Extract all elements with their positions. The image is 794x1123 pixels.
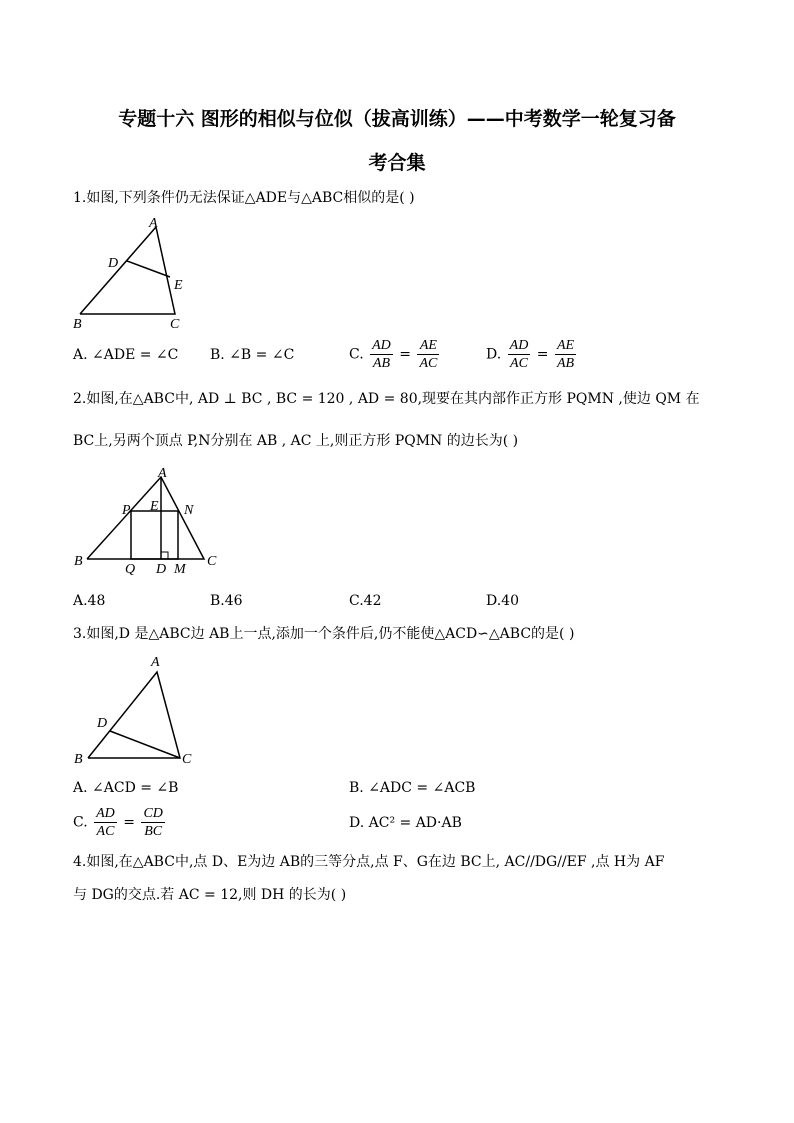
q1-label-e: E — [174, 278, 183, 293]
q3-text: 3.如图,D 是△ABC边 AB上一点,添加一个条件后,仍不能使△ACD∽△ABC的是( ) — [73, 626, 575, 642]
q2-option-b[interactable]: B.46 — [210, 593, 243, 609]
q4-text-line1: 4.如图,在△ABC中,点 D、E为边 AB的三等分点,点 F、G在边 BC上, AC//DG//EF ,点 H为 AF — [73, 854, 665, 870]
q2-option-c[interactable]: C.42 — [349, 593, 382, 609]
q1-option-a[interactable]: A. ∠ADE = ∠C — [73, 347, 179, 363]
q2-text-line1: 2.如图,在△ABC中, AD ⊥ BC , BC = 120 , AD = 80,现要在其内部作正方形 PQMN ,使边 QM 在 — [73, 391, 700, 407]
q1-label-a: A — [149, 216, 158, 231]
q3-segment-cd — [110, 731, 180, 758]
q2-square-figure — [70, 463, 230, 578]
q1-c-fraction-1: $\frac{AD}{AB}$ — [372, 338, 391, 371]
q3-label-d: D — [97, 716, 108, 731]
q2-label-q: Q — [125, 562, 136, 577]
q3-triangle-abc — [88, 672, 180, 758]
q2-label-n: N — [184, 503, 194, 518]
q3-option-d[interactable]: D. AC² = AD·AB — [349, 815, 462, 831]
q1-triangle-figure — [70, 213, 200, 333]
q3-option-a[interactable]: A. ∠ACD = ∠B — [73, 780, 179, 796]
q1-option-d[interactable]: D. $\frac{AD}{AC}$ = $\frac{AE}{AB}$ — [486, 338, 575, 371]
q2-label-c: C — [207, 554, 217, 569]
q2-text-line2: BC上,另两个顶点 P,N分别在 AB , AC 上,则正方形 PQMN 的边长为( ) — [73, 433, 519, 449]
q4-text-line2: 与 DG的交点.若 AC = 12,则 DH 的长为( ) — [73, 887, 347, 903]
q2-triangle-abc — [87, 477, 204, 559]
q1-d-fraction-2: $\frac{AE}{AB}$ — [556, 338, 575, 371]
q2-label-m: M — [174, 562, 186, 577]
page-title-continued: 考合集 — [368, 152, 426, 174]
q1-label-d: D — [108, 256, 119, 271]
q3-c-fraction-1: $\frac{AD}{AC}$ — [96, 806, 115, 839]
q2-option-d[interactable]: D.40 — [486, 593, 519, 609]
q1-option-c[interactable]: C. $\frac{AD}{AB}$ = $\frac{AE}{AC}$ — [349, 338, 438, 371]
q3-label-c: C — [182, 752, 192, 767]
q3-option-c[interactable]: C. $\frac{AD}{AC}$ = $\frac{CD}{BC}$ — [73, 806, 163, 839]
q1-label-b: B — [73, 317, 82, 332]
q3-c-fraction-2: $\frac{CD}{BC}$ — [143, 806, 163, 839]
q2-label-e: E — [150, 499, 159, 514]
page-title: 专题十六 图形的相似与位似（拔高训练）——中考数学一轮复习备 — [118, 108, 676, 130]
q3-label-b: B — [74, 752, 83, 767]
q2-label-d: D — [156, 562, 167, 577]
q1-text: 1.如图,下列条件仍无法保证△ADE与△ABC相似的是( ) — [73, 190, 415, 206]
q2-label-b: B — [74, 554, 83, 569]
q1-option-b[interactable]: B. ∠B = ∠C — [210, 347, 295, 363]
q3-triangle-figure — [70, 651, 205, 769]
q1-triangle-abc — [80, 227, 175, 314]
q2-option-a[interactable]: A.48 — [73, 593, 106, 609]
q2-right-angle-mark — [161, 552, 168, 559]
q2-label-p: P — [122, 503, 131, 518]
q1-c-fraction-2: $\frac{AE}{AC}$ — [419, 338, 438, 371]
q3-label-a: A — [151, 655, 160, 670]
q2-label-a: A — [158, 466, 167, 481]
q2-square-pqmn — [131, 511, 178, 559]
q1-label-c: C — [170, 317, 180, 332]
q1-d-fraction-1: $\frac{AD}{AC}$ — [509, 338, 529, 371]
q3-option-b[interactable]: B. ∠ADC = ∠ACB — [349, 780, 476, 796]
